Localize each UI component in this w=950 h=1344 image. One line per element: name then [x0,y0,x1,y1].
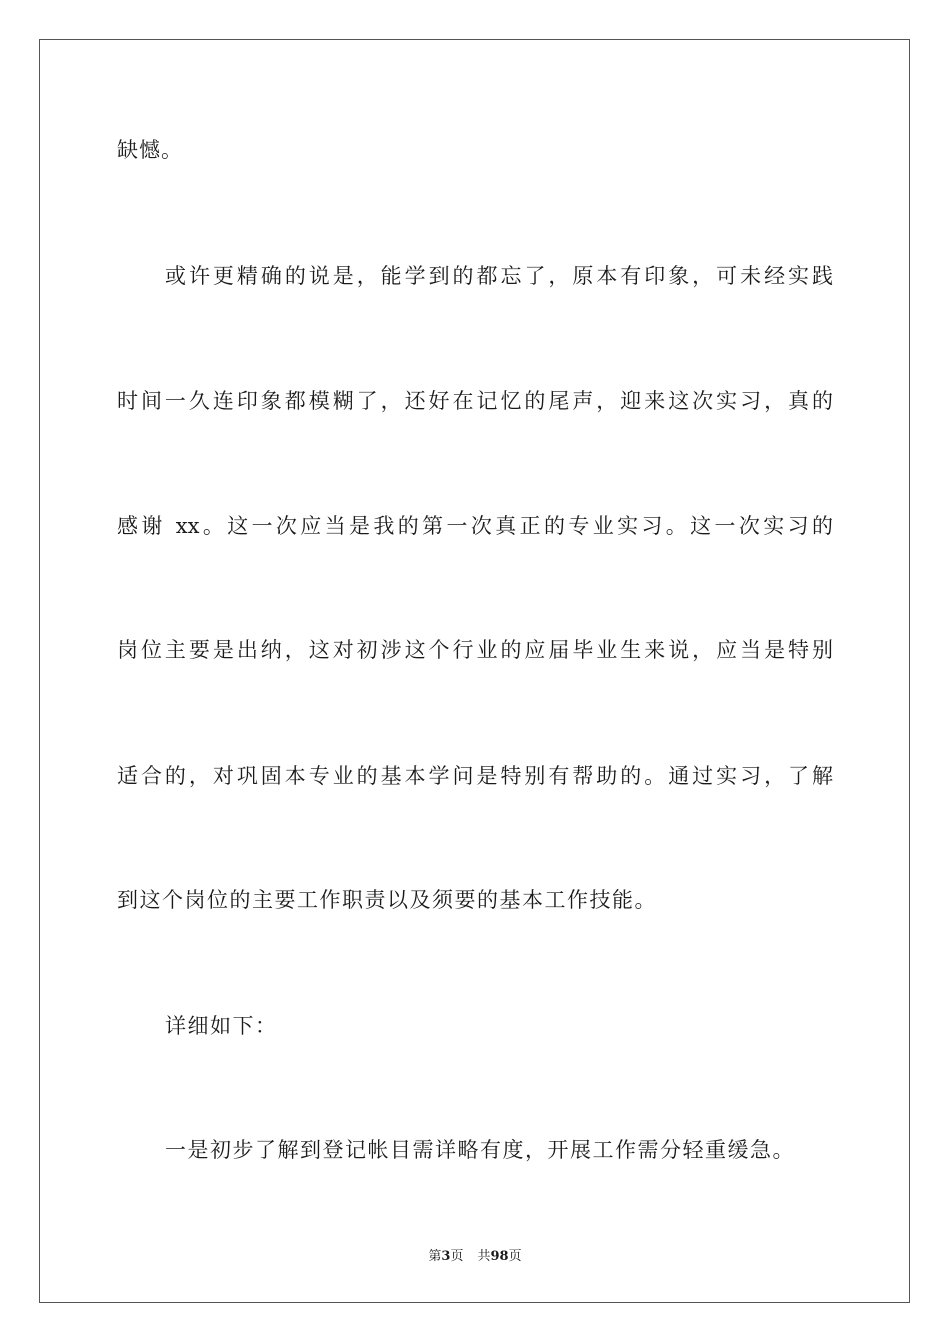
paragraph-first-line: 或许更精确的说是，能学到的都忘了，原本有印象，可未经实践 [165,264,833,288]
footer-total-suffix: 页 [508,1249,522,1264]
text-line: 感谢 xx。这一次应当是我的第一次真正的专业实习。这一次实习的 [117,514,833,538]
footer-page-number: 3 [441,1249,451,1264]
page-footer [0,1248,950,1266]
footer-total-pages: 98 [490,1249,509,1264]
footer-total-prefix: 共 [477,1249,491,1264]
paragraph-first-line: 详细如下： [165,1014,278,1038]
footer-page-suffix: 页 [450,1249,464,1264]
text-line: 到这个岗位的主要工作职责以及须要的基本工作技能。 [117,888,657,912]
footer-page-prefix: 第 [428,1249,442,1264]
text-line: 时间一久连印象都模糊了，还好在记忆的尾声，迎来这次实习，真的 [117,389,833,413]
text-line: 岗位主要是出纳，这对初涉这个行业的应届毕业生来说，应当是特别 [117,638,833,662]
text-line: 适合的，对巩固本专业的基本学问是特别有帮助的。通过实习，了解 [117,764,833,788]
page-border [39,39,910,1303]
paragraph-first-line: 一是初步了解到登记帐目需详略有度，开展工作需分轻重缓急。 [165,1138,795,1162]
text-line: 缺憾。 [117,138,183,162]
